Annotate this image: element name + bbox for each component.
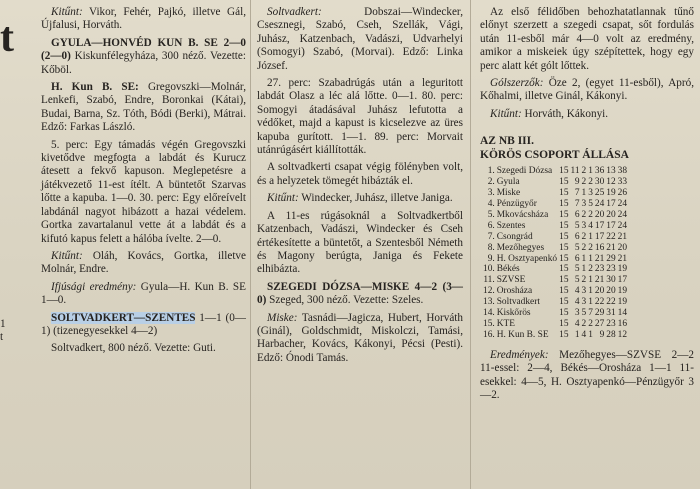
table-cell-w: 4: [574, 297, 580, 308]
table-cell-m: 15: [559, 264, 569, 275]
table-cell-w: 9: [574, 177, 580, 188]
table-row: [482, 275, 628, 286]
youth-result: Ifjúsági eredmény: Gyula—H. Kun B. SE 1—0.: [41, 280, 246, 307]
penalties-soltvadkert: A 11-es rúgásoknál a Soltvadkertből Katzenbach, Vadászi, Windecker és Cseh értékesítette a büntetőt, a Szentesből Németh és Magony berúgta, Janiga és Fekete elhibázta.: [257, 209, 463, 276]
venue-soltvadkert: Soltvadkert, 800 néző. Vezette: Guti.: [51, 342, 216, 355]
edge-glyph-1: 1: [0, 318, 6, 330]
table-row: [482, 254, 628, 265]
table-cell-ga: 23: [606, 264, 616, 275]
table-cell-d: 2: [581, 177, 587, 188]
table-cell-l: 7: [588, 308, 593, 319]
table-cell-w: 5: [574, 264, 580, 275]
table-cell-d: 2: [581, 209, 587, 220]
table-cell-p: 12: [617, 329, 628, 340]
table-cell-p: 14: [617, 308, 628, 319]
match-header-soltvadkert: SOLTVADKERT—SZENTES 1—1 (0—1) (tizenegyesekkel 4—2): [41, 311, 246, 337]
table-cell-team: Szegedi Dózsa: [496, 166, 553, 177]
table-cell-m: 15: [559, 242, 569, 253]
table-cell-d: 3: [581, 220, 587, 231]
table-cell-m: 15: [559, 188, 569, 199]
table-cell-gf: 24: [594, 198, 605, 209]
table-cell-p: 21: [617, 231, 628, 242]
table-cell-d: 2: [581, 275, 587, 286]
table-row: [482, 166, 628, 177]
table-cell-team: Békés: [496, 264, 520, 275]
table-cell-p: 19: [617, 264, 628, 275]
table-cell-l: 1: [588, 231, 593, 242]
table-cell-w: 6: [574, 209, 580, 220]
notable-players-gyula: Kitűnt: Oláh, Kovács, Gortka, illetve Molnár, Endre.: [41, 249, 246, 276]
table-cell-w: 5: [574, 220, 580, 231]
table-cell-w: 5: [574, 242, 580, 253]
table-row: [482, 243, 628, 254]
table-cell-p: 38: [617, 166, 628, 177]
table-cell-ga: 19: [606, 188, 616, 199]
table-cell-l: 1: [588, 329, 593, 340]
table-cell-m: 15: [559, 286, 569, 297]
table-cell-ga: 21: [606, 242, 616, 253]
table-row: [482, 221, 628, 232]
table-cell-m: 15: [559, 177, 569, 188]
table-cell-r: 11.: [483, 275, 495, 286]
table-cell-team: H. Kun B. SE: [496, 329, 549, 340]
table-cell-d: 3: [581, 297, 587, 308]
table-row: [482, 319, 628, 330]
table-cell-m: 15: [559, 209, 569, 220]
table-cell-d: 1: [581, 188, 587, 199]
table-cell-team: Mkovácsháza: [496, 209, 549, 220]
table-cell-team: Pénzügyőr: [496, 198, 537, 209]
table-cell-p: 19: [617, 297, 628, 308]
table-cell-w: 4: [574, 286, 580, 297]
table-cell-w: 11: [570, 166, 580, 177]
table-cell-r: 5.: [487, 209, 495, 220]
table-cell-r: 8.: [487, 242, 495, 253]
table-cell-gf: 22: [594, 297, 605, 308]
table-cell-gf: 17: [594, 231, 605, 242]
table-cell-d: 2: [581, 318, 587, 329]
table-cell-ga: 20: [606, 286, 616, 297]
table-cell-p: 20: [617, 242, 628, 253]
left-edge-column: [0, 6, 16, 345]
table-cell-gf: 21: [594, 275, 605, 286]
table-cell-team: KTE: [496, 318, 515, 329]
table-cell-ga: 29: [606, 253, 616, 264]
table-cell-ga: 22: [606, 297, 616, 308]
table-cell-m: 15: [559, 318, 569, 329]
table-cell-team: Csongrád: [496, 231, 533, 242]
edge-glyph-t: t: [0, 15, 14, 61]
match-header-gyula: GYULA—HONVÉD KUN B. SE 2—0 (2—0) Kiskunfélegyháza, 300 néző. Vezette: Kőböl.: [41, 36, 246, 76]
table-row: [482, 297, 628, 308]
table-cell-w: 6: [574, 231, 580, 242]
table-cell-r: 3.: [487, 188, 495, 199]
table-cell-ga: 30: [606, 275, 616, 286]
table-cell-w: 6: [574, 253, 580, 264]
column-1: [41, 6, 246, 360]
standings-title-2: KÖRÖS CSOPORT ÁLLÁSA: [480, 149, 629, 162]
table-cell-l: 2: [588, 318, 593, 329]
table-cell-p: 24: [617, 198, 628, 209]
table-cell-p: 16: [617, 318, 628, 329]
table-cell-ga: 12: [606, 177, 616, 188]
results-para: Eredmények: Mezőhegyes—SZVSE 2—2 11-essel: 2—4, Békés—Orosháza 1—1 11-esekkel: 4—5, H. Osztyapenkó—Pénzügyőr 3—2.: [480, 348, 694, 401]
table-cell-ga: 23: [606, 318, 616, 329]
table-cell-ga: 28: [606, 329, 616, 340]
table-cell-r: 7.: [487, 231, 495, 242]
column-rule: [470, 0, 471, 489]
column-rule: [250, 0, 251, 489]
table-row: [482, 210, 628, 221]
table-cell-l: 1: [588, 275, 593, 286]
standings-table: [482, 166, 628, 341]
table-cell-team: Soltvadkert: [496, 297, 540, 308]
table-cell-team: Kiskőrös: [496, 308, 531, 319]
lineup-miske: Miske: Tasnádi—Jagicza, Hubert, Horváth (Ginál), Goldschmidt, Miskolczi, Tamási, Harbacher, Kovács, Kákonyi, Pécsi (Pesti). Edző: Ónodi Tamás.: [257, 311, 463, 364]
table-cell-p: 24: [617, 220, 628, 231]
table-cell-l: 4: [588, 220, 593, 231]
table-cell-gf: 20: [594, 286, 605, 297]
table-cell-p: 21: [617, 253, 628, 264]
table-cell-gf: 21: [594, 253, 605, 264]
table-row: [482, 199, 628, 210]
table-cell-r: 10.: [483, 264, 495, 275]
match-report-gyula: 5. perc: Egy támadás végén Gregovszki kivetődve megfogta a labdát és Kurucz átesett a fekvő kapuson. Meglepetésre a játékvezető 11-est ítélt. A büntetőt Szarvas lőtte a kapuba. 1—0. 30. perc: Egy előreívelt labdánál nagyot hibázott a hazai védelem. Gortka zavartalanul vette át a labdát és a kifutó kapus felett a hálóba ívelte. 2—0.: [41, 138, 246, 245]
table-cell-ga: 20: [606, 209, 616, 220]
table-cell-l: 1: [588, 166, 593, 177]
table-cell-d: 2: [581, 231, 587, 242]
table-cell-d: 4: [581, 329, 587, 340]
table-cell-gf: 27: [594, 318, 605, 329]
table-cell-d: 3: [581, 198, 587, 209]
table-cell-team: SZVSE: [496, 275, 526, 286]
table-cell-d: 1: [581, 253, 587, 264]
match-header-szeged: SZEGEDI DÓZSA—MISKE 4—2 (3—0) Szeged, 300 néző. Vezette: Szeles.: [257, 280, 463, 307]
table-cell-p: 26: [617, 188, 628, 199]
table-cell-d: 5: [581, 308, 587, 319]
table-cell-m: 15: [559, 329, 569, 340]
notable-players-szeged: Kitűnt: Horváth, Kákonyi.: [490, 107, 609, 120]
table-cell-l: 2: [588, 264, 593, 275]
table-cell-team: Gyula: [496, 177, 520, 188]
table-cell-d: 1: [581, 264, 587, 275]
table-cell-r: 1.: [487, 166, 495, 177]
table-row: [482, 330, 628, 341]
table-cell-r: 2.: [487, 177, 495, 188]
notable-players-soltvadkert: Kitűnt: Windecker, Juhász, illetve Janiga.: [267, 192, 453, 205]
table-cell-r: 13.: [483, 297, 495, 308]
table-cell-team: Orosháza: [496, 286, 533, 297]
table-cell-m: 15: [559, 166, 569, 177]
table-cell-m: 15: [559, 253, 569, 264]
table-cell-d: 2: [581, 242, 587, 253]
edge-glyph-t2: t: [0, 331, 4, 344]
table-cell-r: 16.: [483, 329, 495, 340]
table-row: [482, 264, 628, 275]
table-cell-l: 1: [588, 297, 593, 308]
table-cell-w: 7: [574, 188, 580, 199]
table-cell-team: Szentes: [496, 220, 526, 231]
table-cell-gf: 16: [594, 242, 605, 253]
goalscorers: Gólszerzők: Öze 2, (egyet 11-esből), Apró, Kőhalmi, illetve Ginál, Kákonyi.: [480, 77, 694, 103]
table-cell-m: 15: [559, 275, 569, 286]
standings-title-1: AZ NB III.: [480, 135, 535, 148]
table-cell-l: 1: [588, 286, 593, 297]
table-cell-w: 1: [574, 329, 580, 340]
table-cell-gf: 20: [594, 209, 605, 220]
table-cell-r: 9.: [487, 253, 495, 264]
table-cell-l: 5: [588, 198, 593, 209]
column-3: [480, 6, 694, 406]
match-report-szeged: Az első félidőben behozhatatlannak tűnő előnyt szerzett a szegedi csapat, sőt fordulás után 11-esből már 4—0 volt az eredmény, amikor a miskeiek úgy szépítettek, hogy egy perc alatt két gólt lőttek.: [480, 6, 694, 72]
table-cell-gf: 23: [594, 264, 605, 275]
lineup-soltvadkert: Soltvadkert: Dobszai—Windecker, Csesznegi, Szabó, Cseh, Szellák, Vági, Juhász, Katzenbach, Vadászi, Udvarhelyi (Somogyi) Szabó, (Morvai). Edző: Linka József.: [257, 6, 463, 72]
table-cell-w: 3: [574, 308, 580, 319]
table-cell-l: 3: [588, 188, 593, 199]
table-cell-w: 5: [574, 275, 580, 286]
table-cell-ga: 13: [606, 166, 616, 177]
table-row: [482, 177, 628, 188]
table-cell-m: 15: [559, 308, 569, 319]
table-cell-l: 2: [588, 209, 593, 220]
table-cell-team: Miske: [496, 188, 521, 199]
table-cell-r: 12.: [483, 286, 495, 297]
table-cell-l: 2: [588, 177, 593, 188]
table-cell-gf: 25: [594, 188, 605, 199]
table-cell-m: 15: [559, 220, 569, 231]
table-cell-gf: 30: [594, 177, 605, 188]
table-cell-m: 15: [559, 297, 569, 308]
table-cell-w: 4: [574, 318, 580, 329]
table-cell-gf: 29: [594, 308, 605, 319]
table-cell-r: 14.: [483, 308, 495, 319]
table-cell-gf: 17: [594, 220, 605, 231]
table-cell-w: 7: [574, 198, 580, 209]
table-cell-m: 15: [559, 198, 569, 209]
table-cell-r: 15.: [483, 318, 495, 329]
column-2: [257, 6, 463, 369]
table-cell-team: Mezőhegyes: [496, 242, 545, 253]
table-cell-m: 15: [559, 231, 569, 242]
table-cell-team: H. Osztyapenkó: [496, 253, 558, 264]
lineup-hkun: H. Kun B. SE: Gregovszki—Molnár, Lenkefi, Szabó, Endre, Boronkai (Kátai), Budai, Barna, Sz. Tóth, Bódi (Berki), Mátrai. Edző: Farkas László.: [41, 81, 246, 134]
highlighted-heading[interactable]: SOLTVADKERT—SZENTES: [51, 311, 196, 324]
table-cell-gf: 36: [594, 166, 605, 177]
table-cell-d: 2: [581, 166, 587, 177]
table-cell-ga: 31: [606, 308, 616, 319]
notable-players-para: Kitűnt: Vikor, Fehér, Pajkó, illetve Gál, Újfalusi, Horváth.: [41, 6, 246, 32]
table-cell-r: 6.: [487, 220, 495, 231]
match-report-soltvadkert: 27. perc: Szabadrúgás után a leguritott labdát Olasz a léc alá lőtte. 0—1. 80. perc: Somogyi átadásával Juhász lefutotta a védőket, majd a kapust is kicselezve az üres kapuba gurított. 1—1. 89. perc: Morvait utánrúgásért kiállították.: [257, 77, 463, 157]
table-cell-ga: 22: [606, 231, 616, 242]
table-row: [482, 286, 628, 297]
table-cell-p: 24: [617, 209, 628, 220]
table-cell-p: 19: [617, 286, 628, 297]
table-cell-l: 1: [588, 253, 593, 264]
table-row: [482, 232, 628, 243]
table-row: [482, 188, 628, 199]
table-cell-l: 2: [588, 242, 593, 253]
summary-soltvadkert: A soltvadkerti csapat végig fölényben volt, és a helyzetek tömegét hibázták el.: [257, 161, 463, 187]
table-cell-ga: 17: [606, 198, 616, 209]
table-cell-d: 3: [581, 286, 587, 297]
table-cell-p: 33: [617, 177, 628, 188]
table-cell-p: 17: [617, 275, 628, 286]
table-row: [482, 308, 628, 319]
table-cell-gf: 9: [599, 329, 605, 340]
table-cell-ga: 17: [606, 220, 616, 231]
table-cell-r: 4.: [487, 198, 495, 209]
